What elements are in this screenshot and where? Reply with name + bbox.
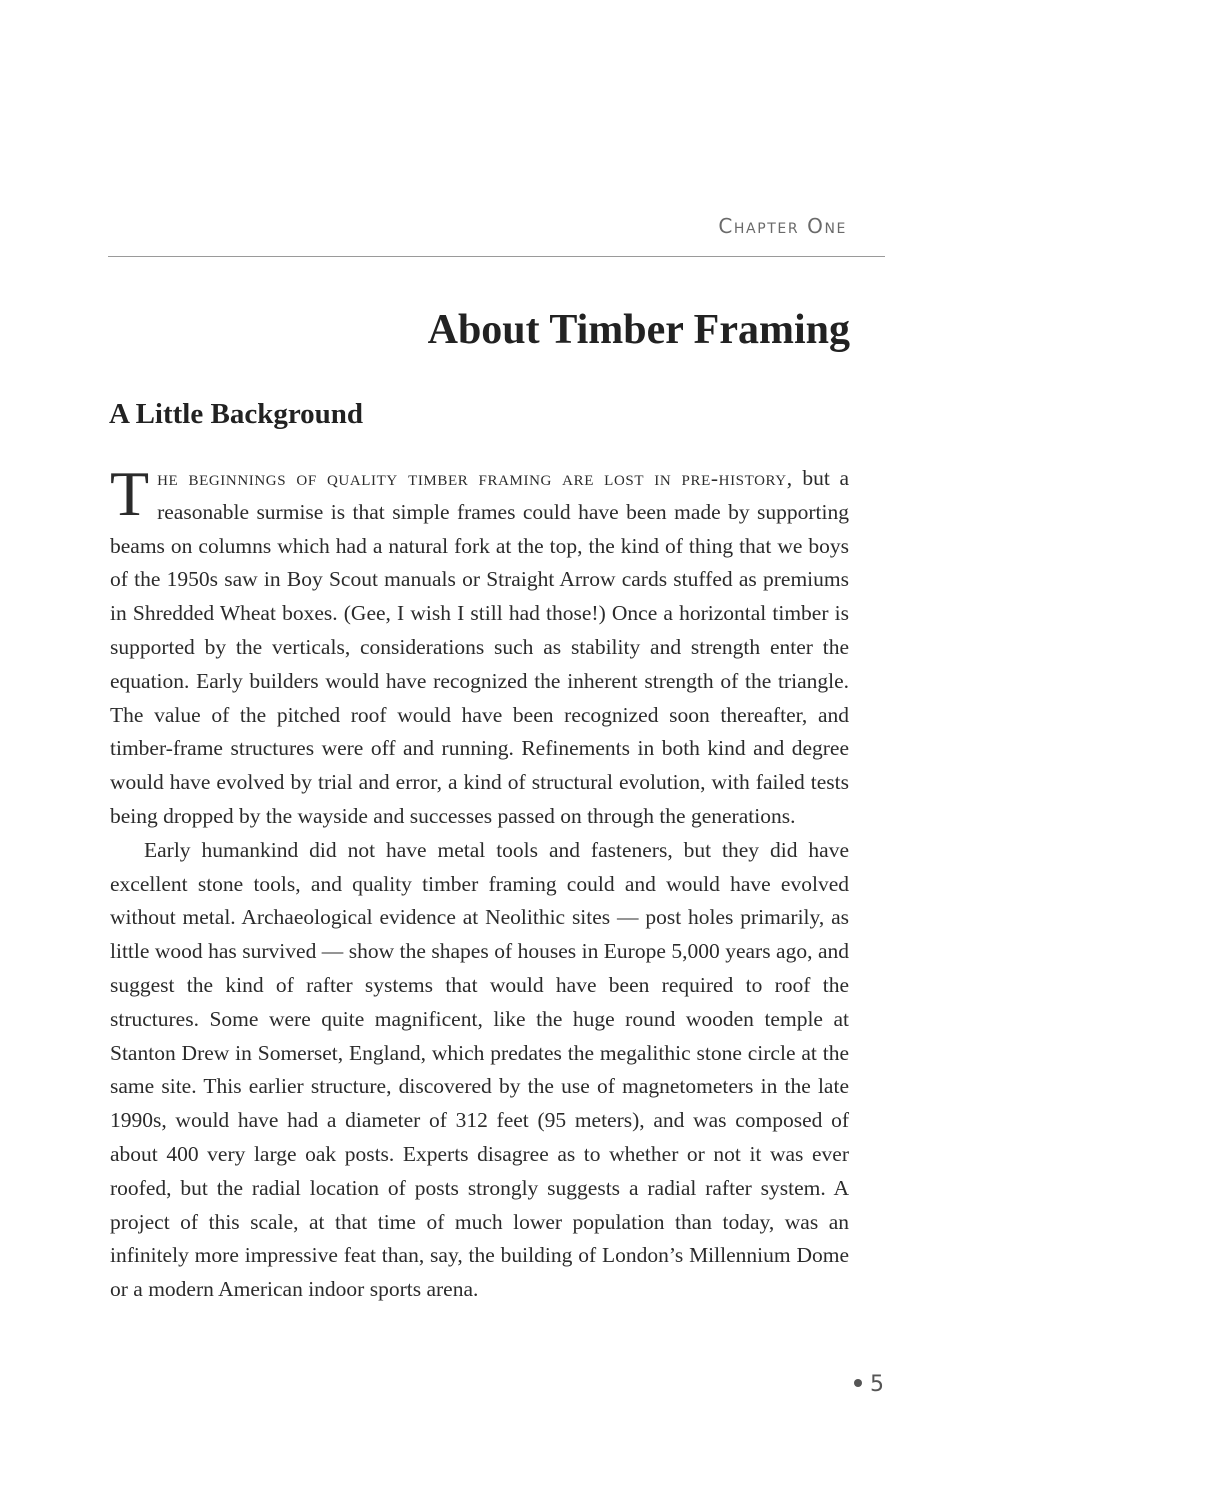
- section-heading: A Little Background: [109, 398, 364, 430]
- page-number-value: 5: [870, 1372, 884, 1397]
- page-number: [854, 1372, 884, 1397]
- bullet-icon: [854, 1379, 862, 1387]
- paragraph-2: Early humankind did not have metal tools and fasteners, but they did have excellent stone tools, and quality timber framing could and would have evolved without metal. Archaeological evidence at Neolithic sites — post holes primarily, as little wood has survived — show the shapes of houses in Europe 5,000 years ago, and suggest the kind of rafter systems that would have been required to roof the structures. Some were quite magnificent, like the huge round wooden temple at Stanton Drew in Somerset, England, which predates the megalithic stone circle at the same site. This earlier structure, discovered by the use of magnetometers in the late 1990s, would have had a diameter of 312 feet (95 meters), and was composed of about 400 very large oak posts. Experts disagree as to whether or not it was ever roofed, but the radial location of posts strongly suggests a radial rafter system. A project of this scale, at that time of much lower population than today, was an infinitely more impressive feat than, say, the building of London’s Millennium Dome or a modern American indoor sports arena.: [110, 837, 849, 1302]
- chapter-label: Chapter One: [718, 214, 847, 238]
- paragraph-1: [110, 458, 849, 834]
- chapter-divider-rule: [108, 256, 885, 257]
- lead-in-small-caps: he beginnings of quality timber framing are lost in pre-history,: [157, 466, 793, 490]
- chapter-title: About Timber Framing: [427, 307, 850, 353]
- body-text: [110, 458, 849, 1307]
- drop-cap: T: [110, 458, 150, 529]
- paragraph-1-text: but a reasonable surmise is that simple frames could have been made by supporting beams on columns which had a natural fork at the top, the kind of thing that we boys of the 1950s saw in Boy Scout manuals or Straight Arrow cards stuffed as premiums in Shredded Wheat boxes. (Gee, I wish I still had those!) Once a horizontal timber is supported by the verticals, considerations such as stability and strength enter the equation. Early builders would have recognized the inherent strength of the triangle. The value of the pitched roof would have been recognized soon thereafter, and timber-frame structures were off and running. Refinements in both kind and degree would have evolved by trial and error, a kind of structural evolution, with failed tests being dropped by the wayside and successes passed on through the generations.: [110, 466, 849, 828]
